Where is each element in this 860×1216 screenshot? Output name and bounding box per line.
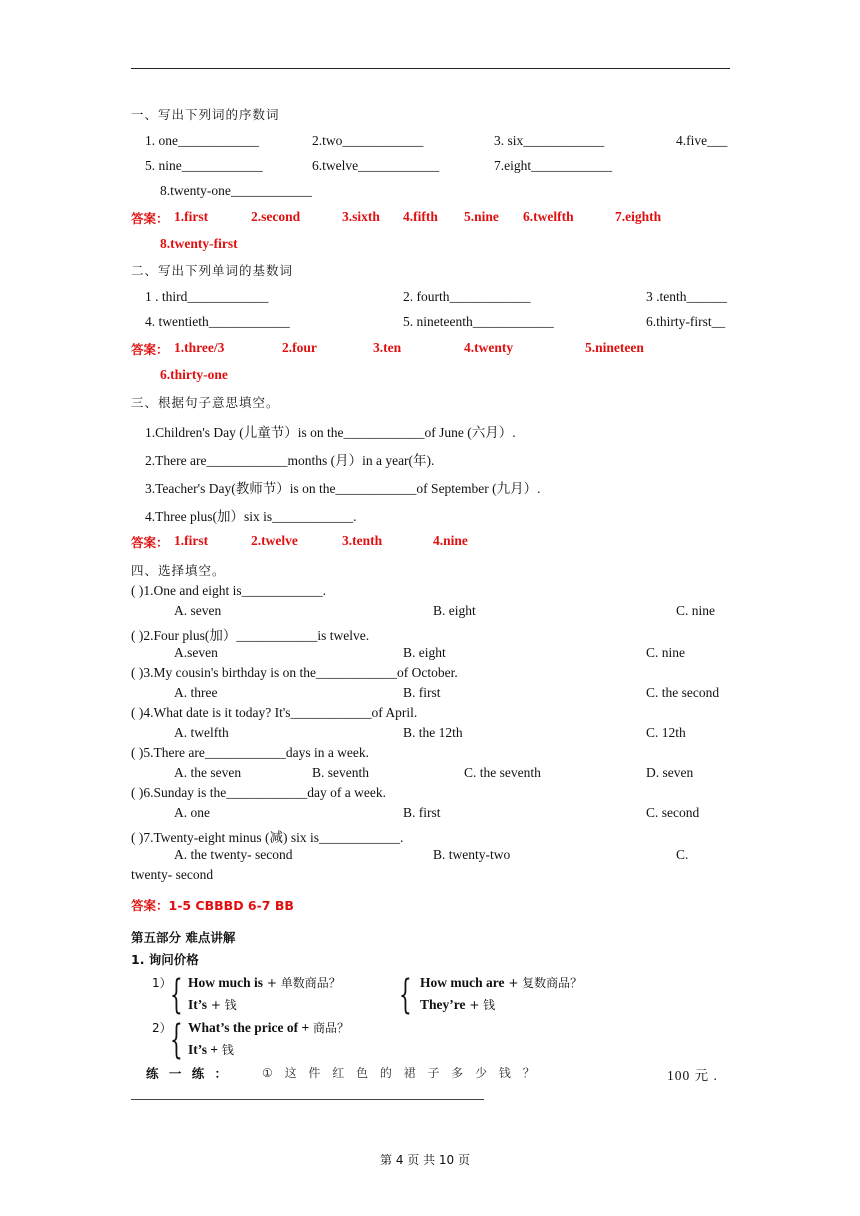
s1-item: 3. six____________ xyxy=(494,133,605,148)
s2-item: 1 . third____________ xyxy=(145,289,269,304)
answer-label: 答案： xyxy=(131,211,169,226)
option: B. eight xyxy=(403,645,446,660)
answer: 1.three/3 xyxy=(174,340,225,355)
section-3-heading: 三、根据句子意思填空。 xyxy=(131,395,280,410)
pattern-zh: 钱 xyxy=(218,1043,234,1057)
option: C. 12th xyxy=(646,725,686,740)
option: A. twelfth xyxy=(174,725,229,740)
s1-item: 5. nine____________ xyxy=(145,158,263,173)
option: B. seventh xyxy=(312,765,369,780)
s1-item: 1. one____________ xyxy=(145,133,259,148)
s2-item: 2. fourth____________ xyxy=(403,289,531,304)
s2-item: 4. twentieth____________ xyxy=(145,314,290,329)
s3-item: 4.Three plus(加）six is____________. xyxy=(145,509,357,524)
pattern-en: What’s the price of + xyxy=(188,1020,310,1035)
s3-item: 3.Teacher's Day(教师节）is on the____________of September (九月）. xyxy=(145,481,541,496)
question: ( )3.My cousin's birthday is on the____________of October. xyxy=(131,665,458,680)
pattern-en: They’re xyxy=(420,997,466,1012)
option: C. xyxy=(676,847,689,862)
answer: 4.twenty xyxy=(464,340,514,355)
answer-label: 答案： xyxy=(131,535,169,550)
answer: 4.fifth xyxy=(403,209,438,224)
question: ( )1.One and eight is____________. xyxy=(131,583,326,598)
s1-item: 6.twelve____________ xyxy=(312,158,440,173)
pattern-zh: + 复数商品？ xyxy=(504,976,583,990)
answer: 答案：1-5 CBBBD 6-7 BB xyxy=(131,898,294,913)
pattern-zh: 商品？ xyxy=(309,1021,349,1035)
question: ( )6.Sunday is the____________day of a week. xyxy=(131,785,386,800)
answer: 6.thirty-one xyxy=(160,367,228,382)
item-number: 1） xyxy=(152,976,172,990)
question: ( )2.Four plus(加）____________is twelve. xyxy=(131,628,370,643)
answer: 7.eighth xyxy=(615,209,662,224)
header-rule xyxy=(131,68,730,69)
option: C. nine xyxy=(676,603,715,618)
option: D. seven xyxy=(646,765,694,780)
s2-item: 6.thirty-first__ xyxy=(646,314,726,329)
s2-item: 3 .tenth______ xyxy=(646,289,727,304)
subheading: 1. 询问价格 xyxy=(131,952,199,967)
answer: 5.nine xyxy=(464,209,499,224)
option: A. one xyxy=(174,805,210,820)
option: C. nine xyxy=(646,645,685,660)
practice-label: 练 一 练 ： xyxy=(146,1066,231,1081)
option: C. the second xyxy=(646,685,720,700)
answer-label: 答案： xyxy=(131,342,169,357)
s1-item: 4.five___ xyxy=(676,133,728,148)
left-brace-icon: { xyxy=(399,972,412,1018)
left-brace-icon: { xyxy=(170,972,183,1018)
practice-answer-hint: 100 元 . xyxy=(667,1068,718,1083)
option: A. the twenty- second xyxy=(174,847,293,862)
option: B. first xyxy=(403,685,441,700)
section-2-heading: 二、写出下列单词的基数词 xyxy=(131,263,294,278)
pattern-en: It’s + xyxy=(188,1042,219,1057)
question: ( )7.Twenty-eight minus (减) six is____________. xyxy=(131,830,404,845)
page-footer: 第 4 页 共 10 页 xyxy=(380,1153,470,1167)
pattern-en: It’s xyxy=(188,997,207,1012)
s3-item: 1.Children's Day (儿童节）is on the____________of June (六月）. xyxy=(145,425,516,440)
answer: 3.tenth xyxy=(342,533,383,548)
answer: 4.nine xyxy=(433,533,468,548)
option: A. seven xyxy=(174,603,222,618)
option: C. second xyxy=(646,805,700,820)
option-wrap: twenty- second xyxy=(131,867,214,882)
option: A. three xyxy=(174,685,218,700)
option: B. eight xyxy=(433,603,476,618)
item-number: 2） xyxy=(152,1021,172,1035)
option: C. the seventh xyxy=(464,765,541,780)
answer: 8.twenty-first xyxy=(160,236,238,251)
option: A. the seven xyxy=(174,765,242,780)
pattern-en: How much are xyxy=(420,975,505,990)
answer: 3.sixth xyxy=(342,209,380,224)
practice-question: ① 这 件 红 色 的 裙 子 多 少 钱 ？ xyxy=(262,1066,539,1080)
option: B. twenty-two xyxy=(433,847,511,862)
answer: 2.second xyxy=(251,209,301,224)
section-5-heading: 第五部分 难点讲解 xyxy=(131,930,236,945)
s3-item: 2.There are____________months (月）in a year(年). xyxy=(145,453,435,468)
question: ( )5.There are____________days in a week. xyxy=(131,745,370,760)
s2-item: 5. nineteenth____________ xyxy=(403,314,554,329)
answer: 5.nineteen xyxy=(585,340,644,355)
answer: 3.ten xyxy=(373,340,402,355)
option: B. first xyxy=(403,805,441,820)
pattern-zh: + 钱 xyxy=(465,998,496,1012)
s1-item: 8.twenty-one____________ xyxy=(160,183,312,198)
answer-underline xyxy=(131,1099,484,1100)
answer: 2.four xyxy=(282,340,317,355)
answer: 1.first xyxy=(174,209,209,224)
answer: 2.twelve xyxy=(251,533,298,548)
option: A.seven xyxy=(174,645,218,660)
question: ( )4.What date is it today? It's____________of April. xyxy=(131,705,418,720)
answer: 1.first xyxy=(174,533,209,548)
section-4-heading: 四、选择填空。 xyxy=(131,563,226,578)
pattern-en: How much is xyxy=(188,975,264,990)
s1-item: 7.eight____________ xyxy=(494,158,613,173)
pattern-zh: + 钱 xyxy=(207,998,237,1012)
section-1-heading: 一、写出下列词的序数词 xyxy=(131,107,280,122)
answer: 6.twelfth xyxy=(523,209,574,224)
option: B. the 12th xyxy=(403,725,463,740)
pattern-zh: + 单数商品？ xyxy=(263,976,341,990)
left-brace-icon: { xyxy=(170,1017,183,1063)
s1-item: 2.two____________ xyxy=(312,133,424,148)
